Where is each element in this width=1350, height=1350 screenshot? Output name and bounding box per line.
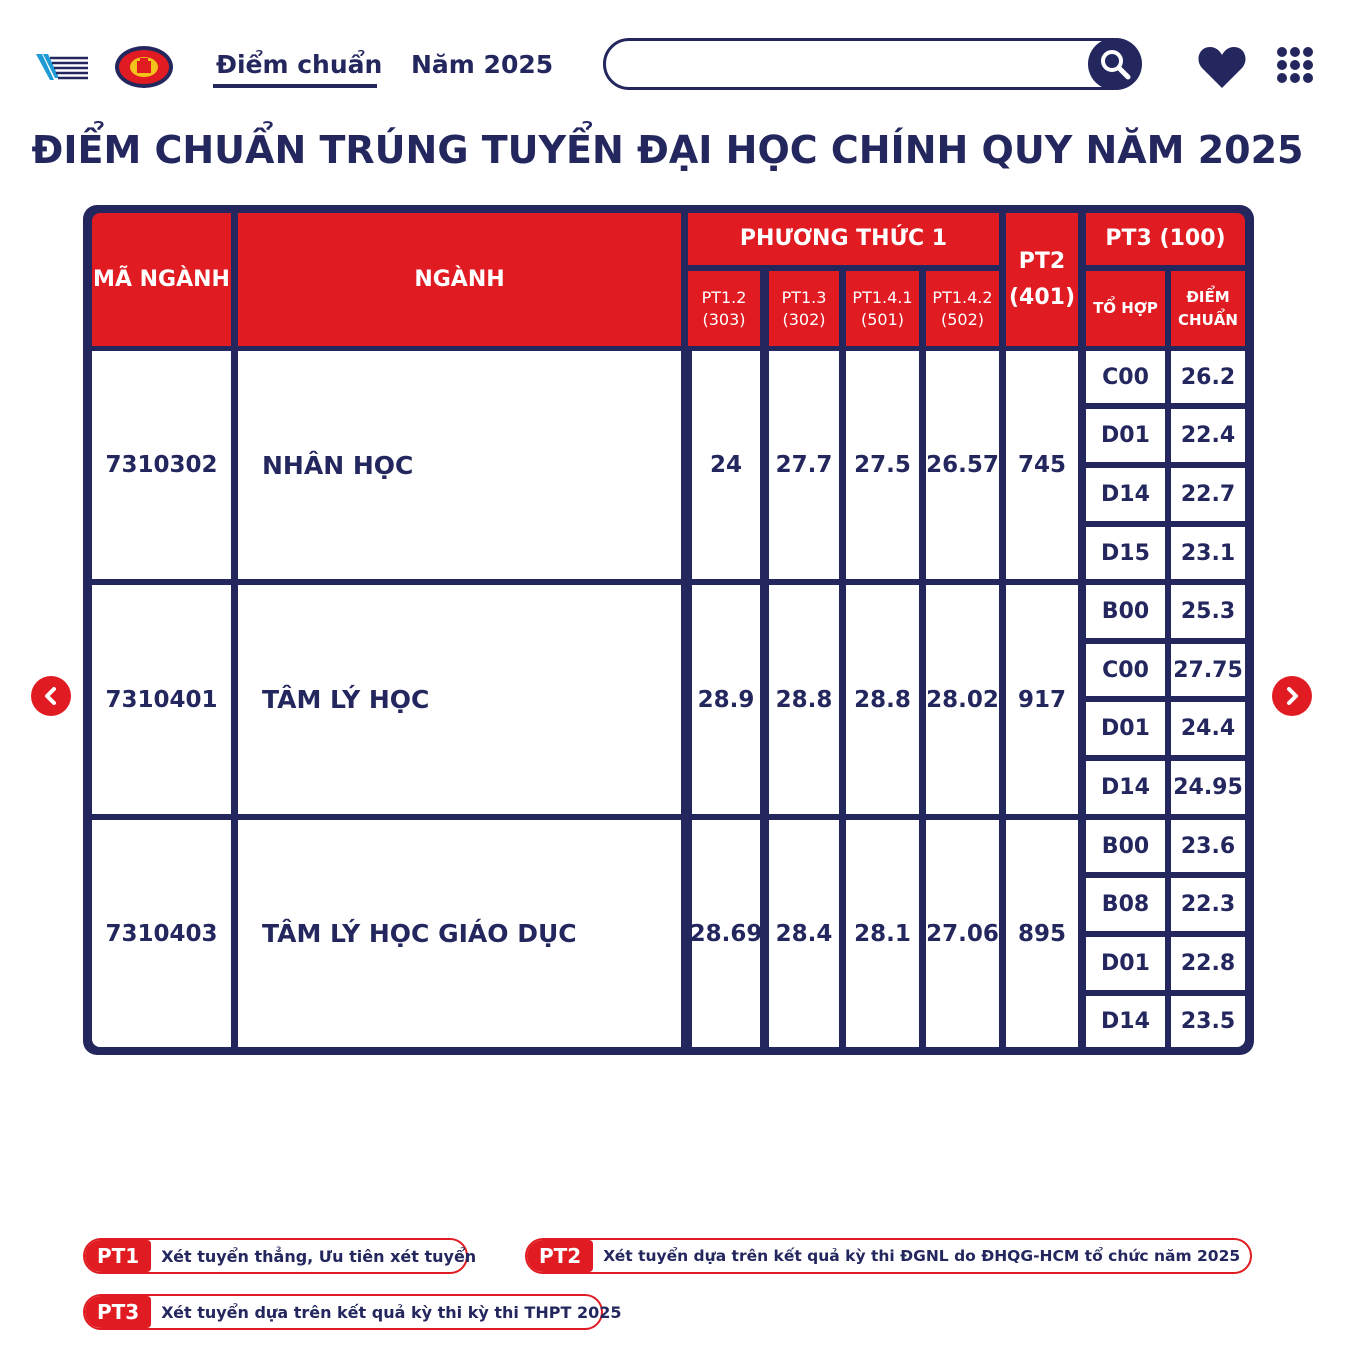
row3-to-hop-4: D14 <box>1086 996 1165 1047</box>
row1-pt141: 27.5 <box>846 351 919 579</box>
header-pt141 <box>846 271 919 346</box>
row1-diem-2: 22.4 <box>1171 409 1245 462</box>
row1-diem-3: 22.7 <box>1171 468 1245 521</box>
header-pt2-code: (401) <box>1008 284 1076 310</box>
header-pt142-label: PT1.4.2 <box>932 287 993 307</box>
legend-pt3-tag: PT3 <box>85 1296 151 1328</box>
legend-pt1 <box>83 1238 477 1274</box>
row3-diem-1: 23.6 <box>1171 820 1245 872</box>
legend-pt1-desc: Xét tuyển thẳng, Ưu tiên xét tuyển <box>161 1246 477 1266</box>
row3-pt141: 28.1 <box>846 820 919 1047</box>
row2-diem-1: 25.3 <box>1171 585 1245 638</box>
row3-diem-4: 23.5 <box>1171 996 1245 1047</box>
row3-nganh: TÂM LÝ HỌC GIÁO DỤC <box>238 820 681 1047</box>
header-ma-nganh: MÃ NGÀNH <box>92 213 231 346</box>
header-pt142-code: (502) <box>940 309 985 329</box>
row1-diem-1: 26.2 <box>1171 351 1245 403</box>
row3-pt2: 895 <box>1006 820 1078 1047</box>
row3-to-hop-2: B08 <box>1086 878 1165 931</box>
legend-pt3-desc: Xét tuyển dựa trên kết quả kỳ thi kỳ thi THPT 2025 <box>161 1302 622 1322</box>
header-pt12-code: (303) <box>702 309 746 329</box>
header-pt141-code: (501) <box>860 309 905 329</box>
header-to-hop: TỔ HỢP <box>1086 271 1165 346</box>
row1-to-hop-1: C00 <box>1086 351 1165 403</box>
header-phuong-thuc-1: PHƯƠNG THỨC 1 <box>688 213 999 265</box>
row3-pt13: 28.4 <box>769 820 839 1047</box>
row1-nganh: NHÂN HỌC <box>238 351 681 579</box>
row2-pt13: 28.8 <box>769 585 839 814</box>
nav-active-underline <box>213 84 377 88</box>
prev-button[interactable] <box>31 676 71 716</box>
grid-menu-icon[interactable] <box>1276 46 1314 84</box>
heart-icon[interactable] <box>1197 44 1247 90</box>
legend-pt3 <box>83 1294 622 1330</box>
row1-pt13: 27.7 <box>769 351 839 579</box>
row2-to-hop-3: D01 <box>1086 702 1165 755</box>
row2-diem-2: 27.75 <box>1171 644 1245 696</box>
row2-to-hop-4: D14 <box>1086 761 1165 814</box>
chevron-left-icon <box>41 686 61 706</box>
row2-to-hop-1: B00 <box>1086 585 1165 638</box>
nav-nam-2025[interactable]: Năm 2025 <box>411 50 554 79</box>
row2-pt12: 28.9 <box>692 585 760 814</box>
header-pt13 <box>769 271 839 346</box>
row2-pt2: 917 <box>1006 585 1078 814</box>
publisher-logo-icon[interactable] <box>34 50 92 86</box>
legend-pt1-tag: PT1 <box>85 1240 151 1272</box>
row1-diem-4: 23.1 <box>1171 527 1245 579</box>
legend-pt2-tag: PT2 <box>527 1240 593 1272</box>
row1-pt142: 26.57 <box>926 351 999 579</box>
search-button[interactable] <box>1088 38 1142 90</box>
header-pt12-label: PT1.2 <box>701 287 747 307</box>
row1-to-hop-4: D15 <box>1086 527 1165 579</box>
header-pt12 <box>688 271 760 346</box>
row3-diem-2: 22.3 <box>1171 878 1245 931</box>
row3-pt142: 27.06 <box>926 820 999 1047</box>
university-seal-icon[interactable] <box>113 44 175 90</box>
search-icon <box>1099 48 1131 80</box>
row3-to-hop-1: B00 <box>1086 820 1165 872</box>
row2-nganh: TÂM LÝ HỌC <box>238 585 681 814</box>
row3-diem-3: 22.8 <box>1171 937 1245 990</box>
chevron-right-icon <box>1282 686 1302 706</box>
row2-pt142: 28.02 <box>926 585 999 814</box>
header-pt2-label: PT2 <box>1018 248 1066 274</box>
legend-pt2-desc: Xét tuyển dựa trên kết quả kỳ thi ĐGNL do ĐHQG-HCM tổ chức năm 2025 <box>603 1247 1241 1265</box>
row2-to-hop-2: C00 <box>1086 644 1165 696</box>
legend-pt2 <box>525 1238 1252 1274</box>
page-title: ĐIỂM CHUẨN TRÚNG TUYỂN ĐẠI HỌC CHÍNH QUY NĂM 2025 <box>31 128 1304 172</box>
header-pt2 <box>1006 213 1078 346</box>
row2-pt141: 28.8 <box>846 585 919 814</box>
next-button[interactable] <box>1272 676 1312 716</box>
row1-pt2: 745 <box>1006 351 1078 579</box>
row1-to-hop-2: D01 <box>1086 409 1165 462</box>
header-pt13-label: PT1.3 <box>781 287 827 307</box>
admission-score-table <box>83 205 1254 1055</box>
row3-to-hop-3: D01 <box>1086 937 1165 990</box>
row2-ma-nganh: 7310401 <box>92 585 231 814</box>
search-bar <box>603 38 1141 90</box>
row3-pt12: 28.69 <box>692 820 760 1047</box>
header-pt142 <box>926 271 999 346</box>
row2-diem-3: 24.4 <box>1171 702 1245 755</box>
row3-ma-nganh: 7310403 <box>92 820 231 1047</box>
header-pt141-label: PT1.4.1 <box>852 287 913 307</box>
header-pt13-code: (302) <box>782 309 826 329</box>
row1-to-hop-3: D14 <box>1086 468 1165 521</box>
nav-diem-chuan[interactable]: Điểm chuẩn <box>216 50 383 79</box>
search-input[interactable] <box>630 47 1080 81</box>
row1-pt12: 24 <box>692 351 760 579</box>
row2-diem-4: 24.95 <box>1171 761 1245 814</box>
header-diem-chuan: ĐIỂM CHUẨN <box>1171 271 1245 346</box>
row1-ma-nganh: 7310302 <box>92 351 231 579</box>
header-pt3: PT3 (100) <box>1086 213 1245 265</box>
header-nganh: NGÀNH <box>238 213 681 346</box>
